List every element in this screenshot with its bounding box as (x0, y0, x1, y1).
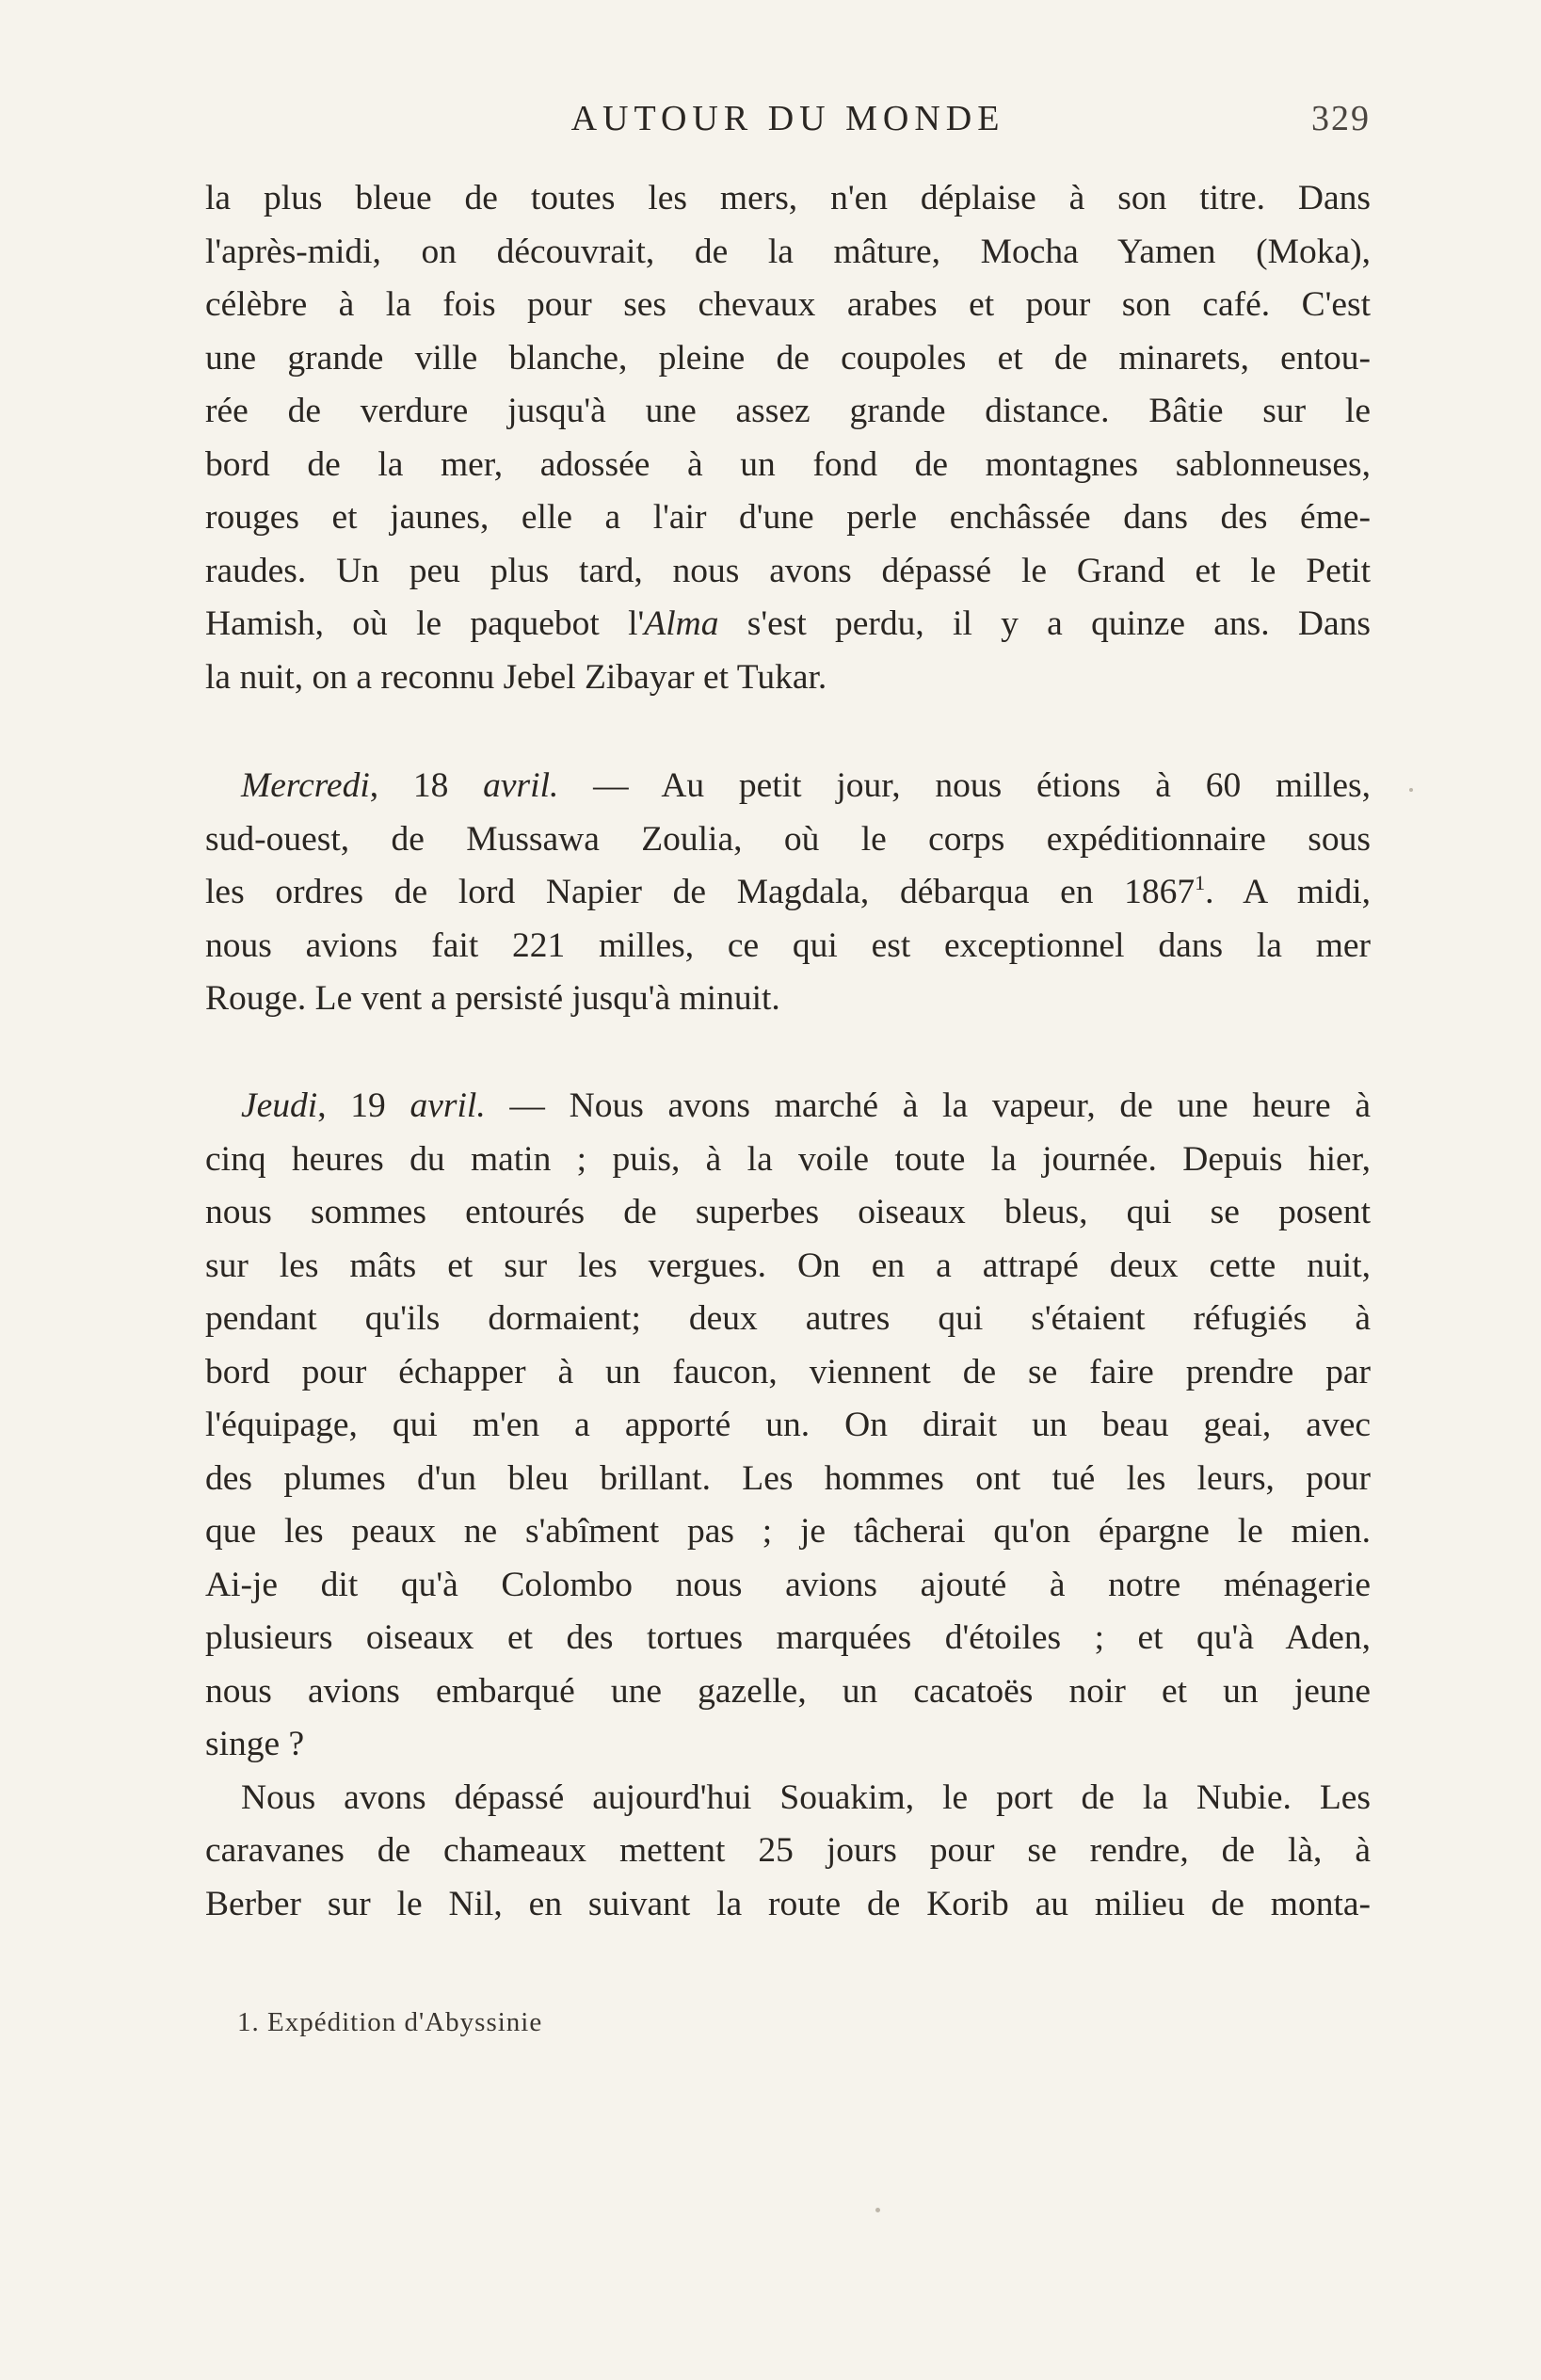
text-line (205, 760, 1371, 813)
text-fragment: . A midi, (1205, 873, 1371, 911)
page-number: 329 (1311, 99, 1371, 138)
text-line: l'après-midi, on découvrait, de la mâture, Mocha Yamen (Moka), (205, 232, 1371, 271)
text-fragment: s'est perdu, il y a quinze ans. Dans (718, 604, 1371, 643)
text-fragment: Hamish, où le paquebot l' (205, 604, 645, 643)
text-line: cinq heures du matin ; puis, à la voile toute la journée. Depuis hier, (205, 1139, 1371, 1179)
text-line: célèbre à la fois pour ses chevaux arabes et pour son café. C'est (205, 285, 1371, 324)
text-line: rouges et jaunes, elle a l'air d'une perle enchâssée dans des éme- (205, 498, 1371, 537)
text-line: bord pour échapper à un faucon, viennent de se faire prendre par (205, 1352, 1371, 1391)
text-line: que les peaux ne s'abîment pas ; je tâcherai qu'on épargne le mien. (205, 1512, 1371, 1551)
diary-entry-mercredi (205, 760, 1371, 1026)
text-fragment: — Au petit jour, nous étions à 60 milles, (558, 766, 1371, 805)
text-line (205, 866, 1371, 920)
text-line: des plumes d'un bleu brillant. Les hommes ont tué les leurs, pour (205, 1458, 1371, 1498)
diary-entry-jeudi (205, 1080, 1371, 1931)
text-line: bord de la mer, adossée à un fond de montagnes sablonneuses, (205, 444, 1371, 484)
text-line (205, 1080, 1371, 1134)
text-line: singe ? (205, 1725, 305, 1763)
text-line: rée de verdure jusqu'à une assez grande distance. Bâtie sur le (205, 392, 1371, 430)
ship-name: Alma (644, 604, 719, 643)
entry-day: Mercredi (241, 766, 370, 805)
text-line: la nuit, on a reconnu Jebel Zibayar et Tukar. (205, 657, 827, 697)
entry-month: avril. (409, 1086, 486, 1125)
text-line: Berber sur le Nil, en suivant la route de Korib au milieu de monta- (205, 1884, 1371, 1923)
text-line: Ai-je dit qu'à Colombo nous avions ajouté à notre ménagerie (205, 1565, 1371, 1604)
entry-day: Jeudi (241, 1086, 318, 1125)
paper-speck (875, 2208, 880, 2212)
text-line: nous avions fait 221 milles, ce qui est exceptionnel dans la mer (205, 925, 1371, 965)
text-line: sud-ouest, de Mussawa Zoulia, où le corps expéditionnaire sous (205, 819, 1371, 859)
entry-date-number: , 19 (317, 1086, 410, 1125)
text-fragment: les ordres de lord Napier de Magdala, débarqua en 1867 (205, 873, 1196, 911)
text-line: raudes. Un peu plus tard, nous avons dépassé le Grand et le Petit (205, 551, 1371, 590)
entry-month: avril. (483, 766, 559, 805)
text-line: une grande ville blanche, pleine de coupoles et de minarets, entou- (205, 338, 1371, 378)
footnote (237, 2003, 542, 2041)
paper-speck (1409, 788, 1413, 792)
text-line: pendant qu'ils dormaient; deux autres qui s'étaient réfugiés à (205, 1299, 1371, 1338)
footnote-reference[interactable]: 1 (1195, 871, 1206, 894)
text-line: Nous avons dépassé aujourd'hui Souakim, le port de la Nubie. Les (241, 1777, 1371, 1817)
text-fragment: — Nous avons marché à la vapeur, de une heure à (485, 1086, 1371, 1125)
text-line: la plus bleue de toutes les mers, n'en déplaise à son titre. Dans (205, 179, 1371, 217)
text-line (205, 598, 1371, 651)
footnote-mark: 1. (237, 2007, 260, 2037)
text-line: plusieurs oiseaux et des tortues marquées d'étoiles ; et qu'à Aden, (205, 1618, 1371, 1657)
text-line: l'équipage, qui m'en a apporté un. On dirait un beau geai, avec (205, 1406, 1371, 1444)
text-line: caravanes de chameaux mettent 25 jours pour se rendre, de là, à (205, 1831, 1371, 1870)
text-line: sur les mâts et sur les vergues. On en a attrapé deux cette nuit, (205, 1246, 1371, 1285)
text-line: nous sommes entourés de superbes oiseaux bleus, qui se posent (205, 1193, 1371, 1231)
running-title: AUTOUR DU MONDE (570, 99, 1005, 138)
text-line: Rouge. Le vent a persisté jusqu'à minuit. (205, 979, 780, 1018)
footnote-text: Expédition d'Abyssinie (267, 2007, 543, 2037)
text-line: nous avions embarqué une gazelle, un cacatoës noir et un jeune (205, 1671, 1371, 1711)
entry-date-number: , 18 (369, 766, 484, 805)
paragraph-continuation (205, 172, 1371, 704)
running-header (205, 96, 1371, 141)
